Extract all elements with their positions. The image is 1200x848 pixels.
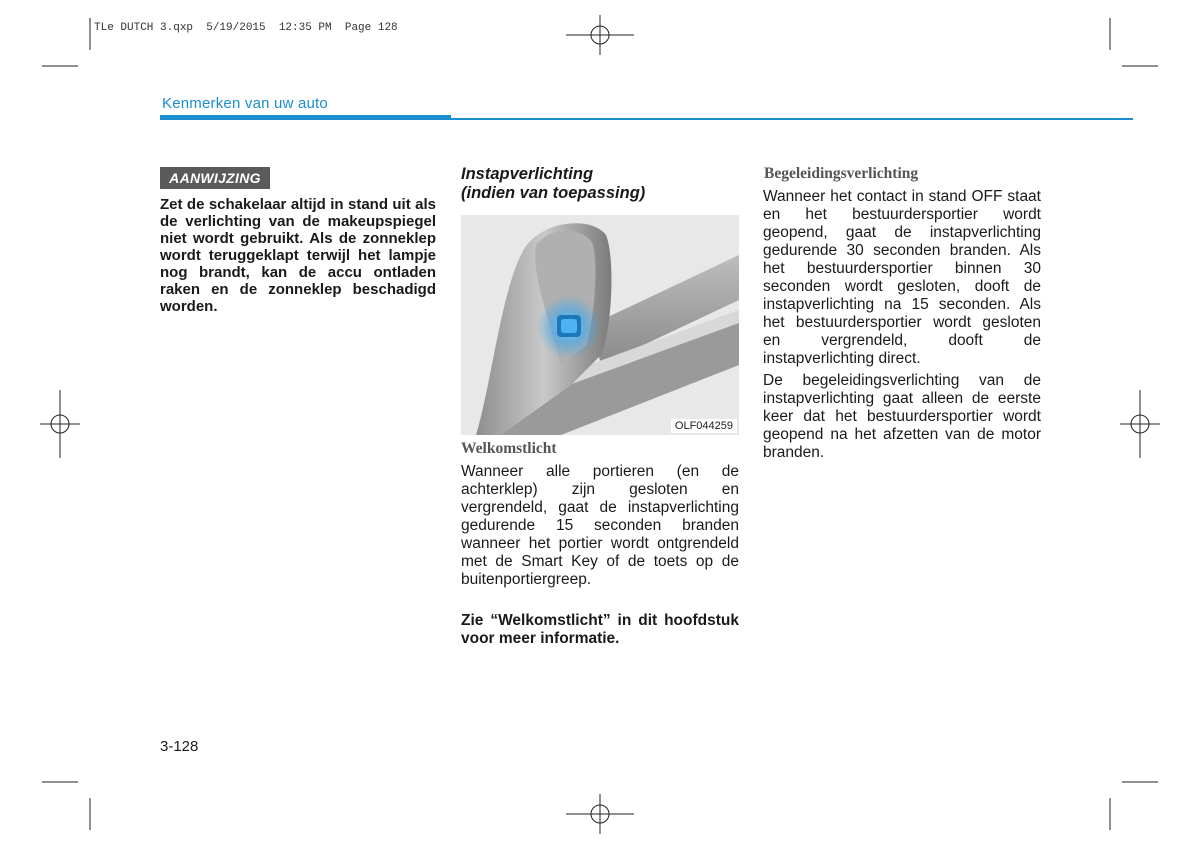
instapverlichting-heading: [461, 165, 741, 203]
heading-line-1: Instapverlichting: [461, 165, 594, 183]
section-title: Kenmerken van uw auto: [162, 95, 328, 112]
reference-note: Zie “Welkomstlicht” in dit hoofdstuk voor meer informatie.: [461, 612, 739, 647]
begeleidingsverlichting-paragraph-1: Wanneer het contact in stand OFF staat en het bestuurdersportier wordt geopend, gaat de instapverlichting gedurende 30 seconden branden. Als het bestuurdersportier binnen 30 seconden wordt gesloten, dooft de instapverlichting na 15 seconden. Als het bestuurdersportier wordt gesloten en vergrendeld, dooft de instapverlichting direct.: [763, 188, 1041, 367]
heading-line-2: (indien van toepassing): [461, 184, 646, 202]
note-text: Zet de schakelaar altijd in stand uit als de verlichting van de makeupspiegel niet wordt gebruikt. Als de zonneklep wordt teruggeklapt terwijl het lampje nog brandt, kan de accu ontladen raken en de zonneklep beschadigd worden.: [160, 196, 436, 315]
note-badge: AANWIJZING: [160, 167, 270, 189]
sunvisor-illustration-svg: [461, 215, 739, 435]
header-rule-thin: [451, 118, 1133, 120]
welkomstlicht-text: Wanneer alle portieren (en de achterklep) zijn gesloten en vergrendeld, gaat de instapverlichting gedurende 15 seconden branden wanneer het portier wordt ontgrendeld met de Smart Key of de toets op de buitenportiergreep.: [461, 463, 739, 588]
print-slug: TLe DUTCH 3.qxp 5/19/2015 12:35 PM Page 128: [94, 22, 398, 34]
begeleidingsverlichting-paragraph-2: De begeleidingsverlichting van de instapverlichting gaat alleen de eerste keer dat het bestuurdersportier wordt geopend na het afzetten van de motor branden.: [763, 372, 1041, 461]
welkomstlicht-heading: Welkomstlicht: [461, 440, 557, 457]
sunvisor-lamp-illustration: [461, 215, 739, 435]
header-rule-thick: [160, 115, 451, 120]
page-number: 3-128: [160, 738, 199, 755]
figure-code: OLF044259: [671, 419, 737, 433]
begeleidingsverlichting-heading: Begeleidingsverlichting: [764, 165, 919, 182]
